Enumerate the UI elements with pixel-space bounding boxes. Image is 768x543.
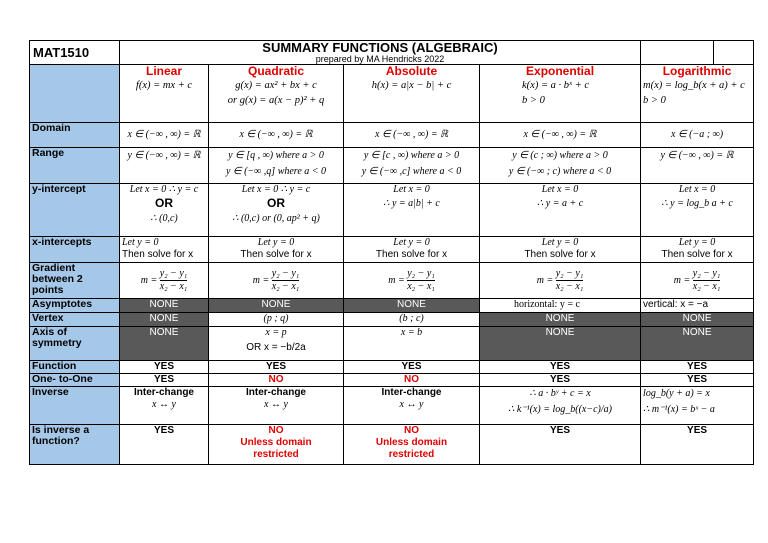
asymptotes-exponential: horizontal: y = c <box>480 299 641 313</box>
answer-condition: Unless domain <box>375 437 448 448</box>
y-intercept-row <box>30 184 754 237</box>
domain-logarithmic: x ∈ (−a ; ∞) <box>641 123 754 148</box>
column-linear <box>120 65 209 123</box>
column-title: Quadratic <box>247 64 304 78</box>
column-title: Exponential <box>526 64 595 78</box>
inverse-line: log_b(y + a) = x <box>643 388 710 399</box>
one-to-one-logarithmic: YES <box>641 374 754 387</box>
inverse-swap: x ↔ y <box>399 399 424 410</box>
gradient-logarithmic <box>641 263 754 299</box>
row-label: Domain <box>30 123 120 148</box>
row-label: Inverse <box>30 387 120 425</box>
gradient-lhs: m = <box>673 274 691 286</box>
column-condition: b > 0 <box>522 95 545 106</box>
row-label: Vertex <box>30 313 120 327</box>
asymptotes-absolute: NONE <box>344 299 480 313</box>
inverse-function-row <box>30 425 754 465</box>
x-intercepts-quadratic <box>209 237 344 263</box>
range-line: y ∈ [q , ∞) where a > 0 <box>228 150 324 161</box>
function-row <box>30 361 754 374</box>
one-to-one-row <box>30 374 754 387</box>
function-absolute: YES <box>344 361 480 374</box>
asymptotes-quadratic: NONE <box>209 299 344 313</box>
x-intercepts-absolute <box>344 237 480 263</box>
x-intercept-solve: Then solve for x <box>661 249 733 260</box>
corner-cell <box>30 65 120 123</box>
y-intercept-line: ∴ (0,c) or (0, ap² + q) <box>232 213 320 224</box>
y-intercept-line: Let x = 0 <box>393 184 430 195</box>
asymptotes-row <box>30 299 754 313</box>
x-intercept-solve: Then solve for x <box>375 249 448 260</box>
column-logarithmic <box>641 65 754 123</box>
vertex-row <box>30 313 754 327</box>
inverse-line: ∴ k⁻¹(x) = log_b((x−c)/a) <box>508 404 612 415</box>
inverse-function-logarithmic: YES <box>641 425 754 465</box>
answer-no: NO <box>268 425 284 436</box>
inverse-linear <box>120 387 209 425</box>
column-formula-alt: or g(x) = a(x − p)² + q <box>227 95 325 106</box>
or-label: OR <box>267 196 285 210</box>
range-line: y ∈ (−∞ ,c] where a < 0 <box>361 166 462 177</box>
row-label: y-intercept <box>30 184 120 237</box>
axis-line-alt: OR x = −b/2a <box>246 342 306 353</box>
column-formula: k(x) = a · bˣ + c <box>522 80 589 91</box>
inverse-function-linear: YES <box>120 425 209 465</box>
y-intercept-line: ∴ y = a|b| + c <box>383 198 440 209</box>
row-label: Range <box>30 148 120 184</box>
inverse-swap: x ↔ y <box>264 399 288 410</box>
gradient-denominator: x₂ − x₁ <box>159 281 188 292</box>
axis-quadratic <box>209 327 344 361</box>
x-intercept-solve: Then solve for x <box>524 249 596 260</box>
range-line: y ∈ [c , ∞) where a > 0 <box>363 150 460 161</box>
gradient-exponential <box>480 263 641 299</box>
gradient-absolute <box>344 263 480 299</box>
y-intercept-absolute <box>344 184 480 237</box>
range-exponential <box>480 148 641 184</box>
title-text: SUMMARY FUNCTIONS (ALGEBRAIC) <box>262 40 498 55</box>
row-label: One- to-One <box>30 374 120 387</box>
vertex-logarithmic: NONE <box>641 313 754 327</box>
gradient-numerator: y₂ − y₁ <box>692 268 721 279</box>
x-intercept-let: Let y = 0 <box>541 237 579 248</box>
column-title: Linear <box>145 64 182 78</box>
gradient-numerator: y₂ − y₁ <box>407 268 435 279</box>
function-logarithmic: YES <box>641 361 754 374</box>
y-intercept-line: Let x = 0 ∴ y = c <box>241 184 311 195</box>
answer-condition-2: restricted <box>253 449 299 460</box>
row-label: Gradient between 2 points <box>30 263 120 299</box>
x-intercepts-exponential <box>480 237 641 263</box>
domain-absolute: x ∈ (−∞ , ∞) = ℝ <box>344 123 480 148</box>
column-title: Absolute <box>385 64 438 78</box>
one-to-one-linear: YES <box>120 374 209 387</box>
x-intercept-let: Let y = 0 <box>393 237 430 248</box>
inverse-line: ∴ m⁻¹(x) = bˣ − a <box>643 404 715 415</box>
range-linear <box>120 148 209 184</box>
axis-linear: NONE <box>120 327 209 361</box>
asymptotes-linear: NONE <box>120 299 209 313</box>
column-formula: m(x) = log_b(x + a) + c <box>643 80 745 91</box>
gradient-lhs: m = <box>252 274 270 286</box>
vertex-absolute: (b ; c) <box>344 313 480 327</box>
y-intercept-line: ∴ y = log_b a + c <box>661 198 733 209</box>
x-intercepts-row <box>30 237 754 263</box>
inverse-function-absolute <box>344 425 480 465</box>
inverse-exponential <box>480 387 641 425</box>
axis-exponential: NONE <box>480 327 641 361</box>
header-blank-cell-right <box>714 41 754 65</box>
row-label: Axis of symmetry <box>30 327 120 361</box>
column-condition: b > 0 <box>643 95 666 106</box>
course-code: MAT1510 <box>30 41 120 65</box>
inverse-row <box>30 387 754 425</box>
one-to-one-quadratic: NO <box>209 374 344 387</box>
gradient-lhs: m = <box>388 274 405 286</box>
axis-logarithmic: NONE <box>641 327 754 361</box>
inverse-line: Inter-change <box>133 387 194 398</box>
y-intercept-quadratic <box>209 184 344 237</box>
one-to-one-absolute: NO <box>344 374 480 387</box>
x-intercept-let: Let y = 0 <box>122 237 159 248</box>
gradient-linear <box>120 263 209 299</box>
summary-sheet <box>29 40 753 465</box>
y-intercept-line: ∴ (0,c) <box>150 213 178 224</box>
range-line: y ∈ (−∞ , ∞) = ℝ <box>127 150 201 161</box>
function-exponential: YES <box>480 361 641 374</box>
inverse-function-exponential: YES <box>480 425 641 465</box>
range-line: y ∈ (−∞ , ∞) = ℝ <box>660 150 734 161</box>
domain-row <box>30 123 754 148</box>
range-row <box>30 148 754 184</box>
one-to-one-exponential: YES <box>480 374 641 387</box>
gradient-lhs: m = <box>140 274 158 286</box>
column-formula: f(x) = mx + c <box>135 80 193 91</box>
range-logarithmic <box>641 148 754 184</box>
header-blank-cell <box>641 41 714 65</box>
summary-table <box>29 40 754 465</box>
row-label: Is inverse a function? <box>30 425 120 465</box>
y-intercept-line: Let x = 0 <box>541 184 579 195</box>
answer-condition-2: restricted <box>388 449 435 460</box>
x-intercept-let: Let y = 0 <box>678 237 716 248</box>
vertex-exponential: NONE <box>480 313 641 327</box>
column-title: Logarithmic <box>662 64 732 78</box>
y-intercept-linear <box>120 184 209 237</box>
y-intercept-line: Let x = 0 ∴ y = c <box>129 184 199 195</box>
vertex-linear: NONE <box>120 313 209 327</box>
domain-exponential: x ∈ (−∞ , ∞) = ℝ <box>480 123 641 148</box>
gradient-fraction <box>556 268 584 293</box>
column-quadratic <box>209 65 344 123</box>
domain-linear: x ∈ (−∞ , ∞) = ℝ <box>120 123 209 148</box>
inverse-logarithmic <box>641 387 754 425</box>
function-linear: YES <box>120 361 209 374</box>
column-formula: g(x) = ax² + bx + c <box>235 80 317 91</box>
vertex-quadratic: (p ; q) <box>209 313 344 327</box>
function-type-row <box>30 65 754 123</box>
inverse-absolute <box>344 387 480 425</box>
range-line: y ∈ (−∞ ,q] where a < 0 <box>225 166 327 177</box>
header-row <box>30 41 754 65</box>
range-absolute <box>344 148 480 184</box>
gradient-fraction <box>160 268 188 293</box>
column-exponential <box>480 65 641 123</box>
subtitle-text: prepared by MA Hendricks 2022 <box>315 54 445 64</box>
gradient-fraction <box>693 268 721 293</box>
gradient-quadratic <box>209 263 344 299</box>
column-absolute <box>344 65 480 123</box>
range-line: y ∈ (c ; ∞) where a > 0 <box>512 150 608 161</box>
x-intercept-let: Let y = 0 <box>257 237 295 248</box>
x-intercept-solve: Then solve for x <box>122 249 194 260</box>
domain-quadratic: x ∈ (−∞ , ∞) = ℝ <box>209 123 344 148</box>
y-intercept-exponential <box>480 184 641 237</box>
function-quadratic: YES <box>209 361 344 374</box>
inverse-line: Inter-change <box>245 387 306 398</box>
gradient-fraction <box>272 268 300 293</box>
range-quadratic <box>209 148 344 184</box>
x-intercept-solve: Then solve for x <box>240 249 312 260</box>
gradient-denominator: x₂ − x₁ <box>555 281 584 292</box>
range-line: y ∈ (−∞ ; c) where a < 0 <box>508 166 612 177</box>
answer-condition: Unless domain <box>240 437 312 448</box>
gradient-denominator: x₂ − x₁ <box>407 281 435 292</box>
inverse-function-quadratic <box>209 425 344 465</box>
gradient-numerator: y₂ − y₁ <box>159 268 188 279</box>
x-intercepts-linear <box>120 237 209 263</box>
axis-line: x = p <box>265 327 287 338</box>
gradient-denominator: x₂ − x₁ <box>271 281 300 292</box>
axis-row <box>30 327 754 361</box>
or-label: OR <box>155 196 173 210</box>
axis-absolute: x = b <box>344 327 480 361</box>
gradient-lhs: m = <box>536 274 554 286</box>
x-intercepts-logarithmic <box>641 237 754 263</box>
gradient-denominator: x₂ − x₁ <box>692 281 721 292</box>
y-intercept-line: ∴ y = a + c <box>536 198 584 209</box>
row-label: Function <box>30 361 120 374</box>
gradient-numerator: y₂ − y₁ <box>271 268 300 279</box>
page-title <box>120 41 641 65</box>
y-intercept-logarithmic <box>641 184 754 237</box>
inverse-line: Inter-change <box>381 387 442 398</box>
row-label: Asymptotes <box>30 299 120 313</box>
inverse-line: ∴ a · bʸ + c = x <box>529 388 591 399</box>
gradient-numerator: y₂ − y₁ <box>555 268 584 279</box>
gradient-fraction <box>407 268 435 293</box>
gradient-row <box>30 263 754 299</box>
y-intercept-line: Let x = 0 <box>678 184 716 195</box>
asymptotes-logarithmic: vertical: x = −a <box>641 299 754 313</box>
inverse-swap: x ↔ y <box>152 399 176 410</box>
inverse-quadratic <box>209 387 344 425</box>
row-label: x-intercepts <box>30 237 120 263</box>
column-formula: h(x) = a|x − b| + c <box>371 80 452 91</box>
answer-no: NO <box>404 425 419 436</box>
